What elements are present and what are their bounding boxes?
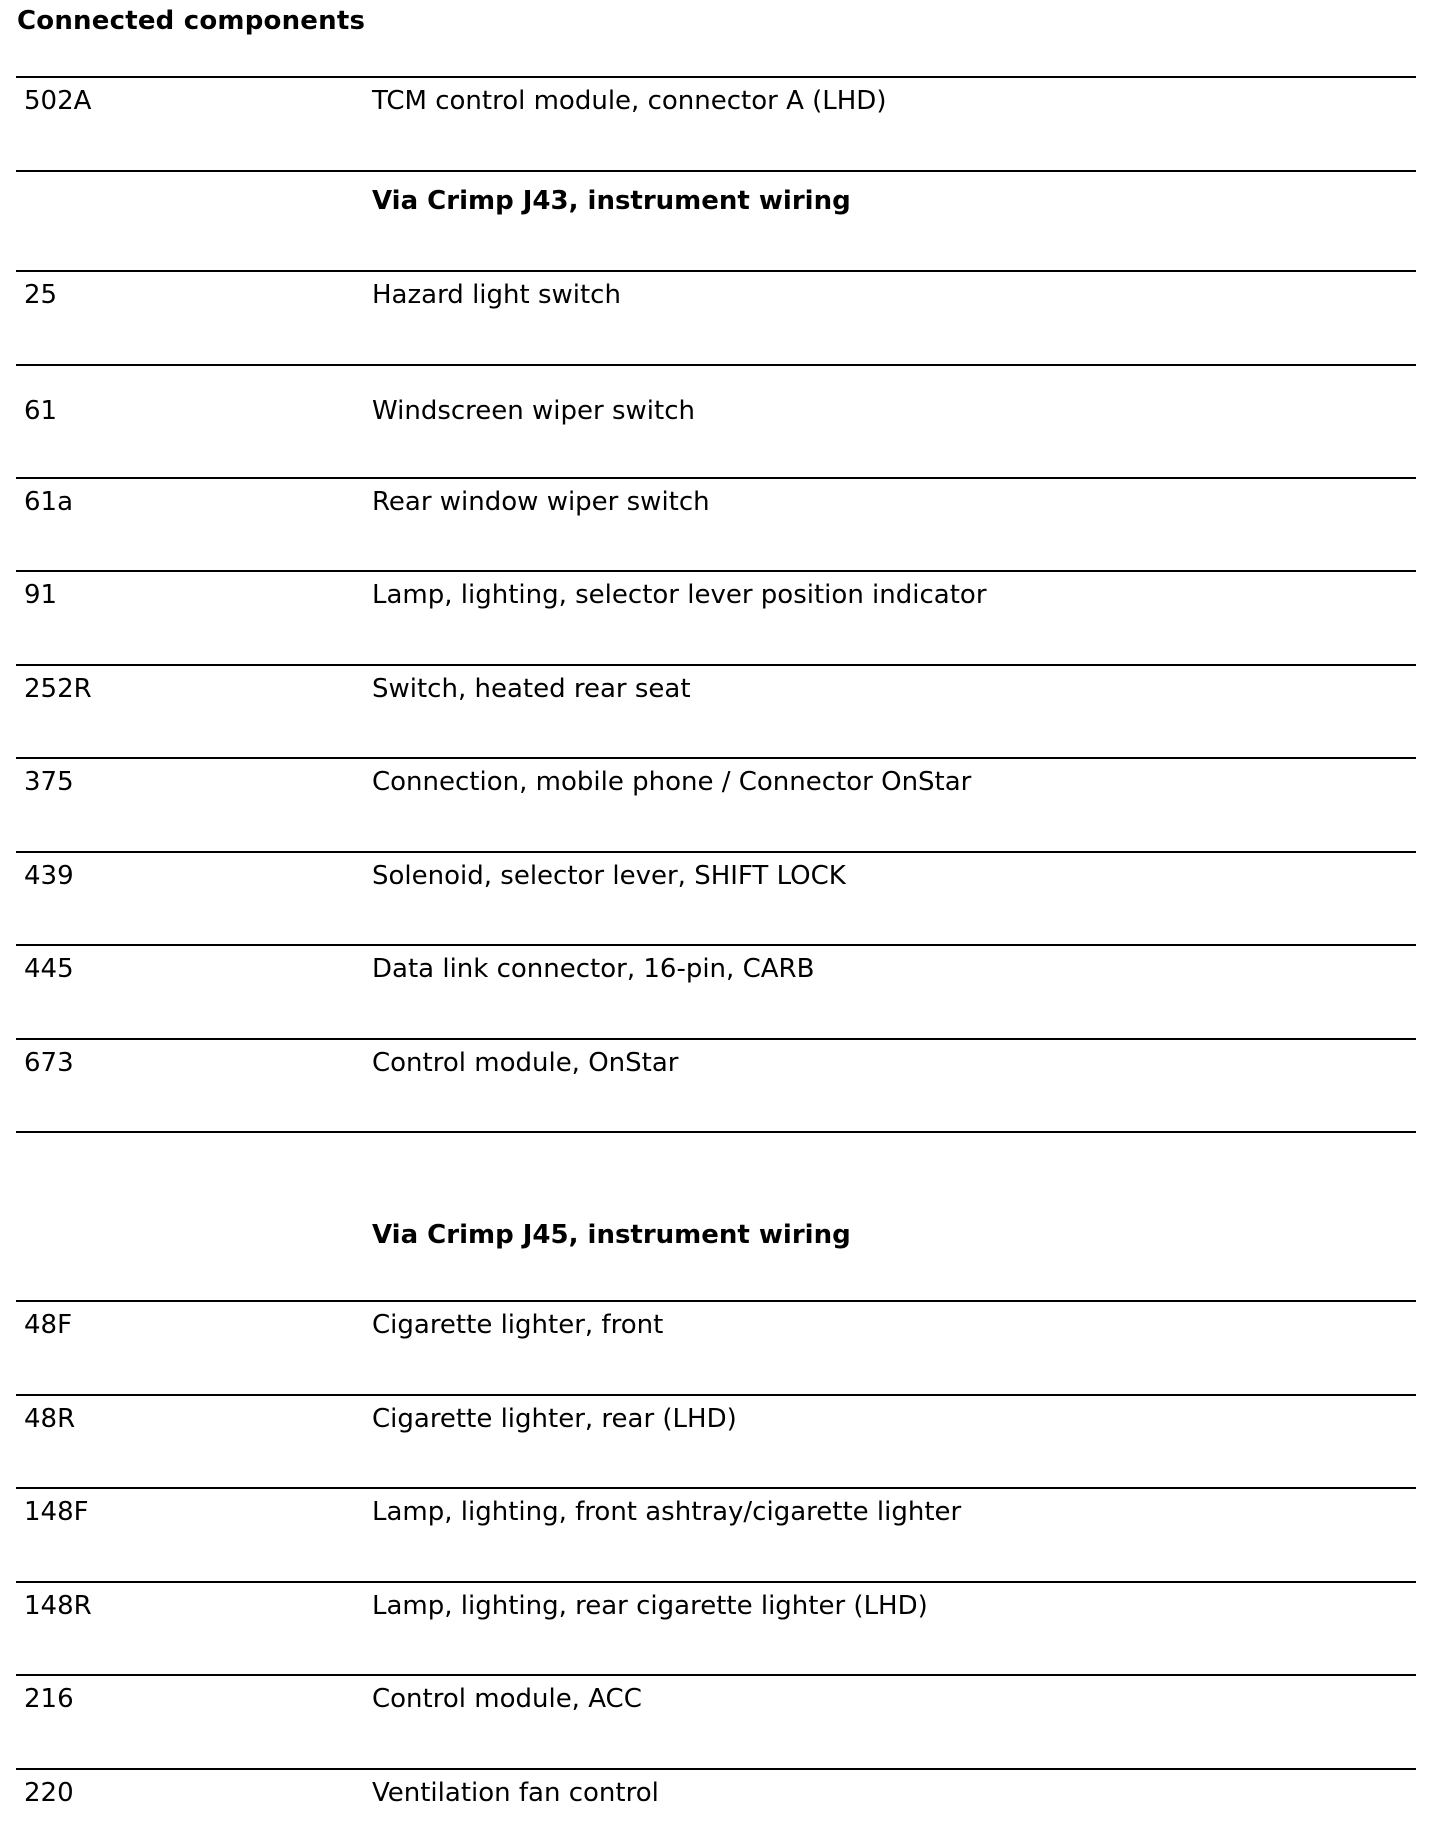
table-row: [16, 757, 1416, 851]
section-heading-j43: Via Crimp J43, instrument wiring: [372, 186, 851, 216]
component-description: Cigarette lighter, front: [372, 1310, 664, 1340]
table-row: [16, 664, 1416, 757]
component-code: 252R: [24, 674, 92, 704]
component-code: 439: [24, 861, 74, 891]
component-description: TCM control module, connector A (LHD): [372, 86, 887, 116]
table-row: [16, 1768, 1416, 1824]
table-row: [16, 364, 1416, 477]
components-table-1: [16, 76, 1416, 1133]
table-row: [16, 1674, 1416, 1768]
component-code: 445: [24, 954, 74, 984]
table-row: [16, 170, 1416, 270]
components-table-2: [16, 1300, 1416, 1824]
component-description: Rear window wiper switch: [372, 487, 710, 517]
table-row: [16, 570, 1416, 664]
component-code: 61: [24, 396, 58, 426]
table-row: [16, 477, 1416, 570]
table-row: [16, 944, 1416, 1038]
section-heading-j45: Via Crimp J45, instrument wiring: [372, 1220, 851, 1250]
component-code: 61a: [24, 487, 74, 517]
page-title: Connected components: [17, 6, 366, 36]
component-code: 502A: [24, 86, 92, 116]
component-code: 375: [24, 767, 74, 797]
component-code: 148F: [24, 1497, 89, 1527]
component-description: Cigarette lighter, rear (LHD): [372, 1404, 737, 1434]
table-row: [16, 270, 1416, 364]
table-row: [16, 1394, 1416, 1487]
component-description: Connection, mobile phone / Connector OnStar: [372, 767, 972, 797]
component-code: 673: [24, 1048, 74, 1078]
component-code: 148R: [24, 1591, 92, 1621]
component-code: 48F: [24, 1310, 73, 1340]
component-code: 216: [24, 1684, 74, 1714]
table-row: [16, 76, 1416, 170]
table-row: [16, 1038, 1416, 1133]
component-description: Solenoid, selector lever, SHIFT LOCK: [372, 861, 846, 891]
component-description: Lamp, lighting, selector lever position indicator: [372, 580, 987, 610]
component-description: Windscreen wiper switch: [372, 396, 695, 426]
component-description: Data link connector, 16-pin, CARB: [372, 954, 815, 984]
component-description: Switch, heated rear seat: [372, 674, 691, 704]
component-code: 91: [24, 580, 58, 610]
component-description: Lamp, lighting, rear cigarette lighter (LHD): [372, 1591, 928, 1621]
component-description: Control module, ACC: [372, 1684, 642, 1714]
table-row: [16, 851, 1416, 944]
table-row: [16, 1581, 1416, 1674]
component-code: 220: [24, 1778, 74, 1808]
component-description: Lamp, lighting, front ashtray/cigarette lighter: [372, 1497, 962, 1527]
component-description: Ventilation fan control: [372, 1778, 659, 1808]
table-row: [16, 1300, 1416, 1394]
component-code: 48R: [24, 1404, 76, 1434]
component-description: Hazard light switch: [372, 280, 621, 310]
component-description: Control module, OnStar: [372, 1048, 679, 1078]
component-code: 25: [24, 280, 58, 310]
table-row: [16, 1487, 1416, 1581]
